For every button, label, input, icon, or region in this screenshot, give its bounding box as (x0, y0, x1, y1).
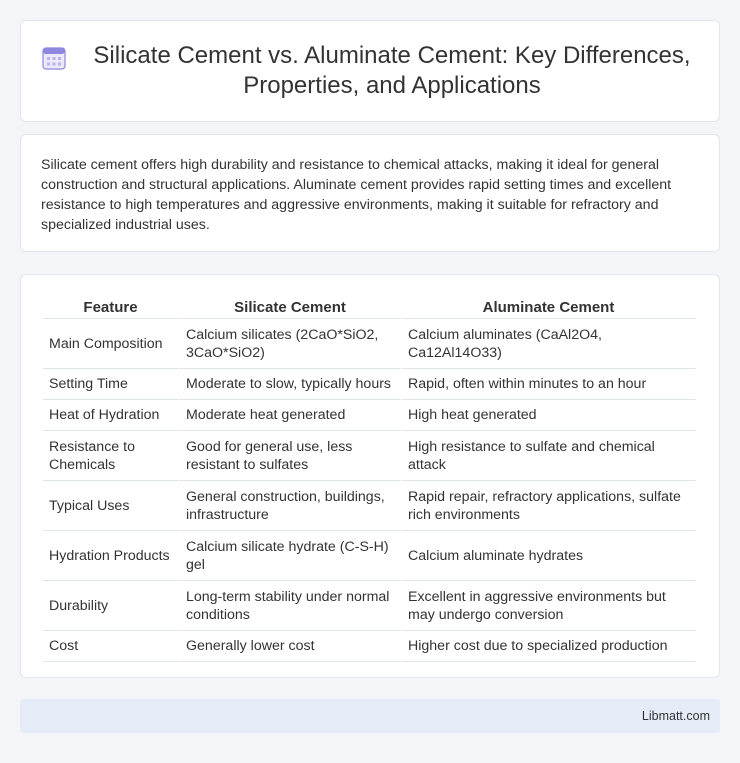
feature-cell: Durability (43, 581, 180, 631)
summary-text: Silicate cement offers high durability and resistance to chemical attacks, making it ideal for general construction and structural applications. Aluminate cement provides rapid setting times and excellent resistance to high temperatures and aggressive environments, making it suitable for refractory and specialized industrial uses. (41, 157, 672, 233)
aluminate-cell: Calcium aluminates (CaAl2O4, Ca12Al14O33) (402, 319, 697, 369)
footer (20, 699, 720, 733)
table-row (43, 319, 697, 369)
silicate-cell: Moderate to slow, typically hours (180, 369, 402, 400)
summary-card (20, 134, 720, 252)
table-row (43, 531, 697, 581)
table-header-row (43, 295, 697, 319)
feature-cell: Main Composition (43, 319, 180, 369)
aluminate-cell: Excellent in aggressive environments but may undergo conversion (402, 581, 697, 631)
feature-cell: Typical Uses (43, 481, 180, 531)
silicate-cell: Generally lower cost (180, 631, 402, 662)
footer-site-link[interactable]: Libmatt.com (641, 709, 710, 723)
silicate-cell: Moderate heat generated (180, 400, 402, 431)
comparison-table (43, 295, 697, 662)
table-row (43, 631, 697, 662)
column-header-feature: Feature (43, 295, 180, 319)
feature-cell: Hydration Products (43, 531, 180, 581)
table-row (43, 400, 697, 431)
table-row (43, 581, 697, 631)
page-title: Silicate Cement vs. Aluminate Cement: Key Differences, Properties, and Applications (93, 42, 691, 99)
comparison-table-card (20, 274, 720, 678)
silicate-cell: Long-term stability under normal conditions (180, 581, 402, 631)
silicate-cell: General construction, buildings, infrastructure (180, 481, 402, 531)
table-row (43, 431, 697, 481)
silicate-cell: Calcium silicates (2CaO*SiO2, 3CaO*SiO2) (180, 319, 402, 369)
column-header-aluminate: Aluminate Cement (402, 295, 697, 319)
header-card (20, 20, 720, 122)
table-row (43, 481, 697, 531)
silicate-cell: Good for general use, less resistant to sulfates (180, 431, 402, 481)
table-row (43, 369, 697, 400)
aluminate-cell: Rapid, often within minutes to an hour (402, 369, 697, 400)
aluminate-cell: Rapid repair, refractory applications, sulfate rich environments (402, 481, 697, 531)
aluminate-cell: Higher cost due to specialized production (402, 631, 697, 662)
calendar-icon (41, 45, 67, 71)
feature-cell: Cost (43, 631, 180, 662)
feature-cell: Resistance to Chemicals (43, 431, 180, 481)
aluminate-cell: High resistance to sulfate and chemical attack (402, 431, 697, 481)
column-header-silicate: Silicate Cement (180, 295, 402, 319)
feature-cell: Setting Time (43, 369, 180, 400)
aluminate-cell: High heat generated (402, 400, 697, 431)
aluminate-cell: Calcium aluminate hydrates (402, 531, 697, 581)
feature-cell: Heat of Hydration (43, 400, 180, 431)
silicate-cell: Calcium silicate hydrate (C-S-H) gel (180, 531, 402, 581)
